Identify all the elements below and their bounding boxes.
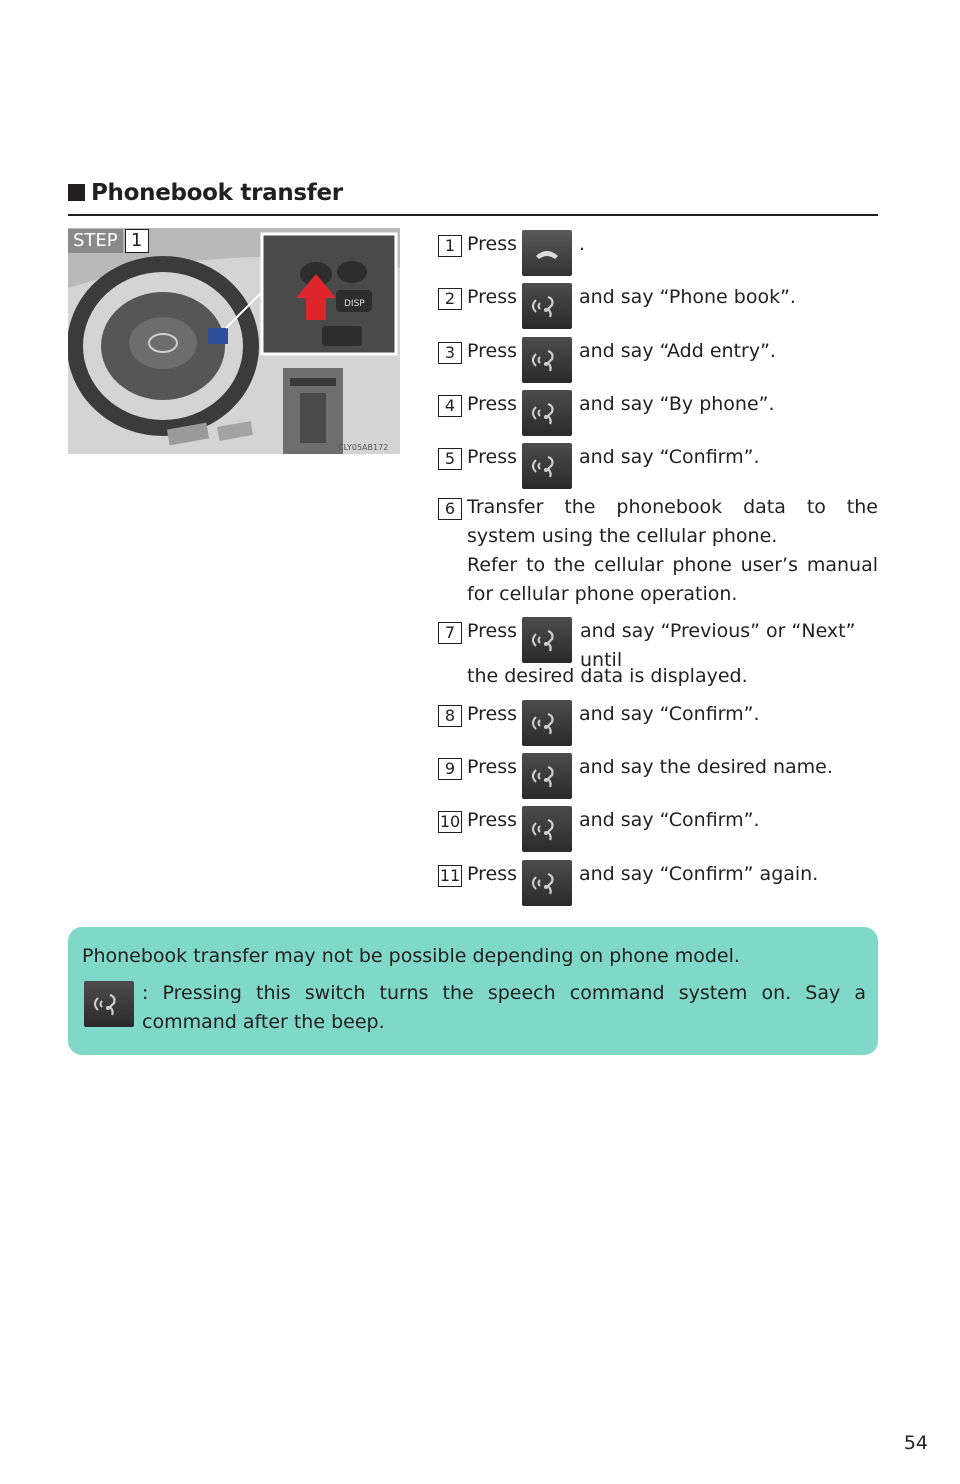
- step-prefix: STEP: [68, 229, 123, 253]
- image-code: CLY05AB172: [338, 443, 389, 452]
- page-number: 54: [903, 1432, 928, 1454]
- talk-switch-icon: [522, 860, 572, 906]
- note-line: Phonebook transfer may not be possible depending on phone model.: [82, 945, 740, 967]
- talk-switch-icon: [522, 617, 572, 663]
- svg-text:DISP: DISP: [344, 299, 365, 309]
- talk-switch-icon: [522, 283, 572, 329]
- talk-switch-icon: [522, 337, 572, 383]
- talk-switch-icon: [522, 443, 572, 489]
- steering-wheel-photo: [68, 228, 400, 454]
- talk-switch-icon: [522, 753, 572, 799]
- note-box: [68, 927, 878, 1055]
- step-label: [68, 229, 149, 253]
- talk-switch-icon: [522, 390, 572, 436]
- section-title: Phonebook transfer: [68, 180, 343, 206]
- title-rule: [68, 214, 878, 216]
- step-number: 1: [125, 229, 149, 253]
- note-description: : Pressing this switch turns the speech command system on. Say a command after the beep.: [142, 982, 866, 1033]
- talk-switch-icon: [522, 806, 572, 852]
- phone-switch-icon: [522, 230, 572, 276]
- square-bullet-icon: [68, 184, 85, 201]
- talk-switch-icon: [522, 700, 572, 746]
- talk-switch-icon: [84, 981, 134, 1027]
